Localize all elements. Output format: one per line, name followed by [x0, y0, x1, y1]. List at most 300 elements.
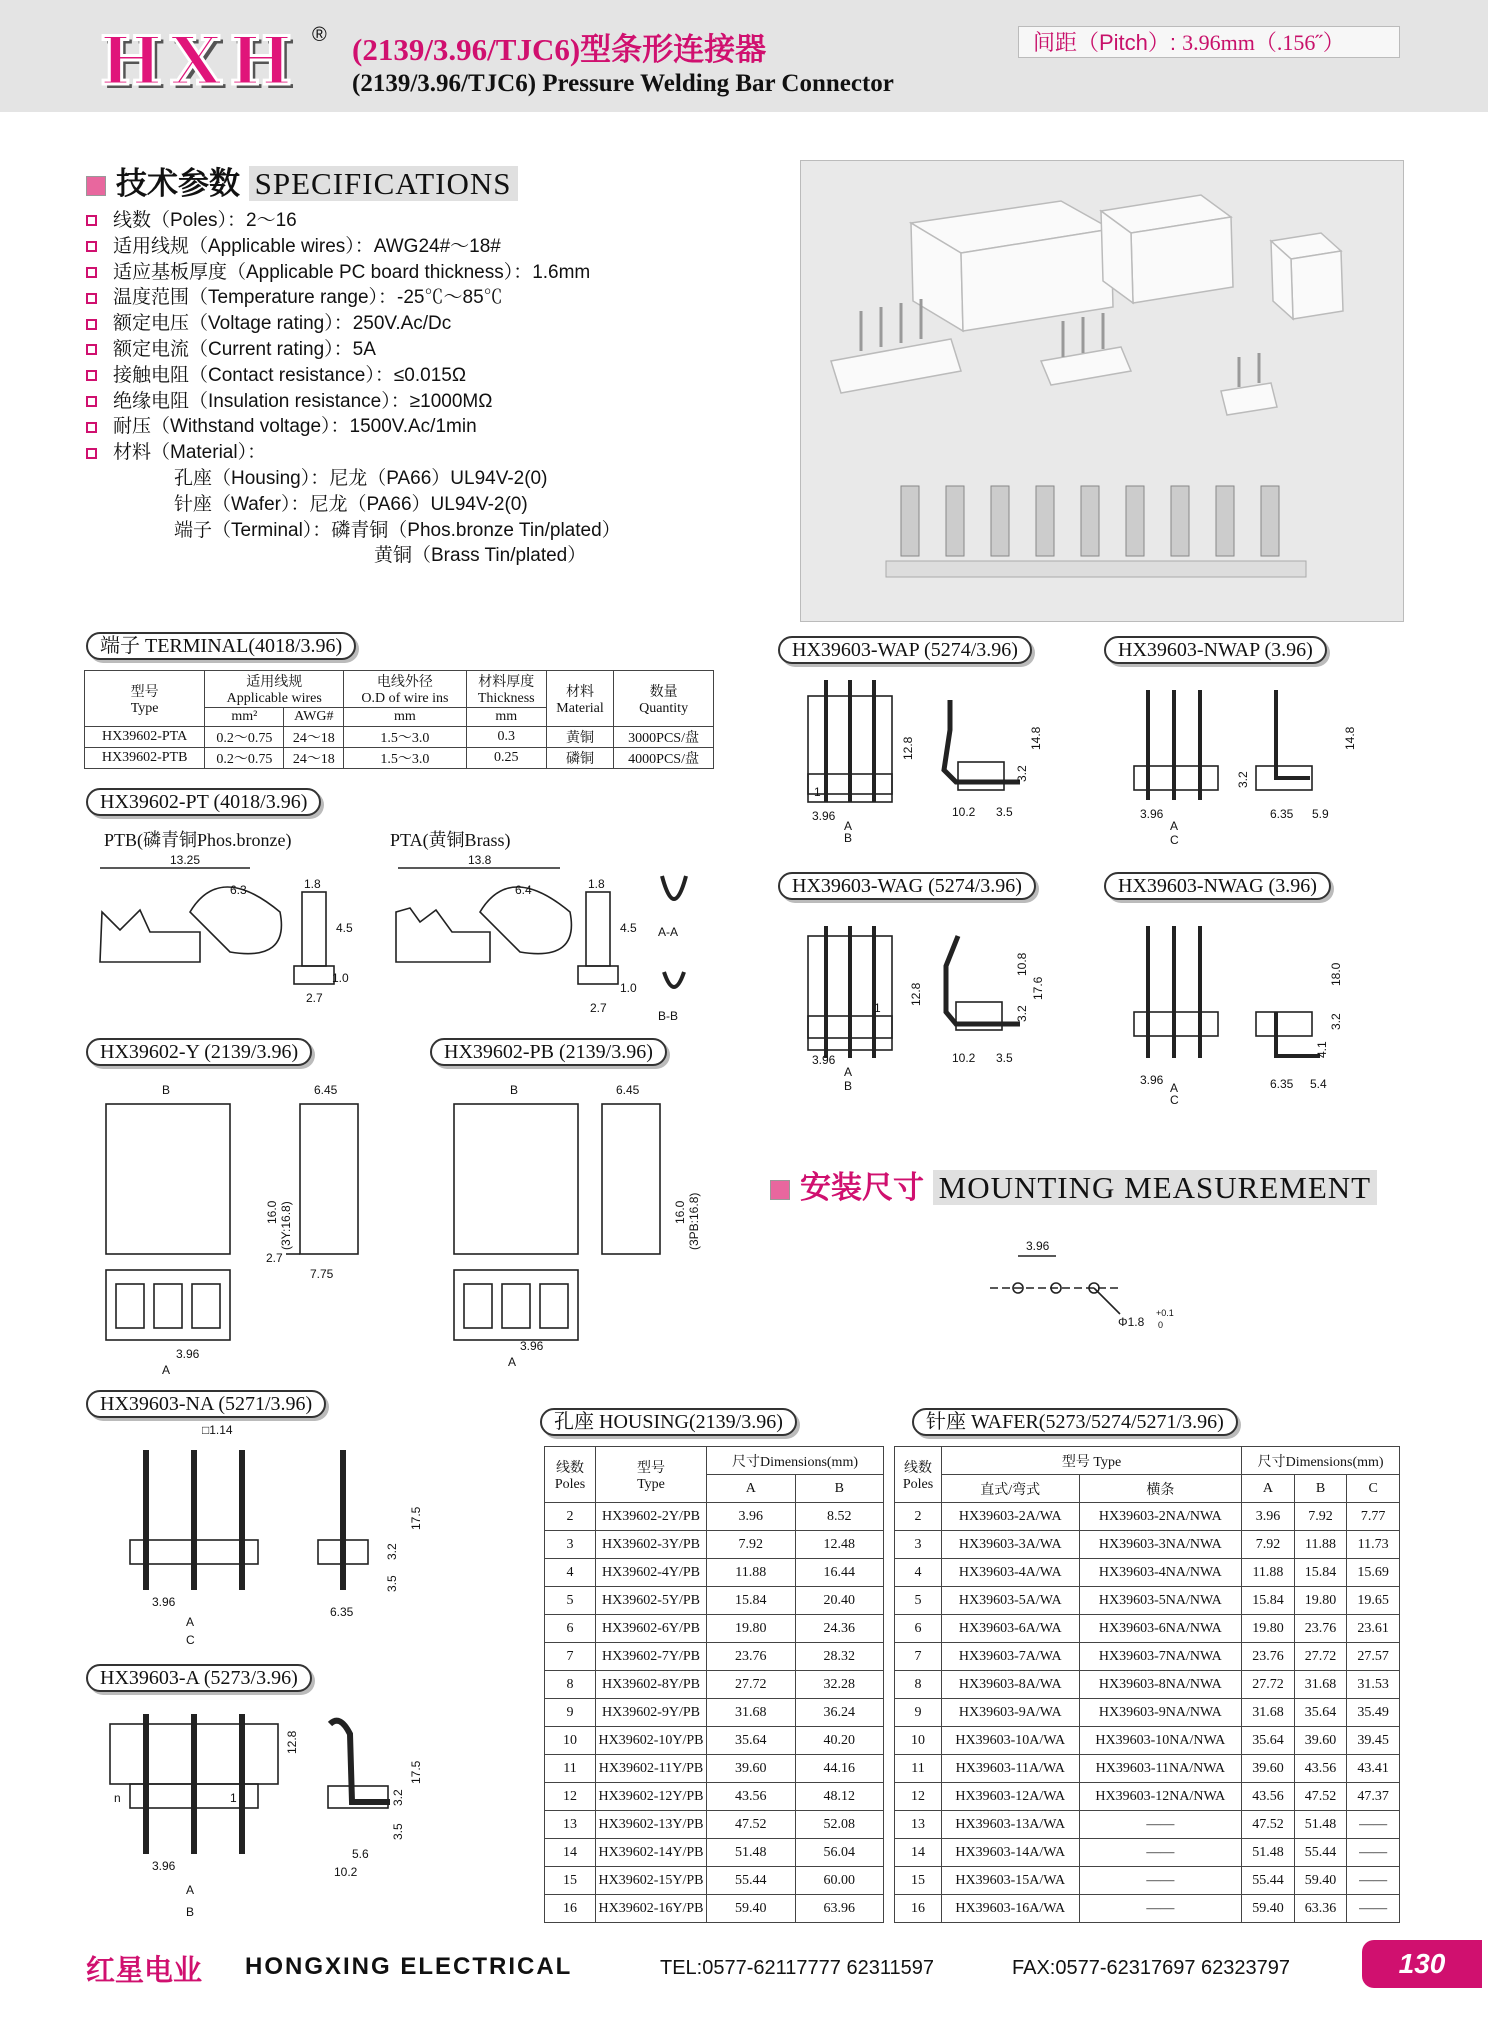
- wap-bent-pin: [944, 700, 1020, 782]
- dim-text: 3.5: [996, 805, 1013, 819]
- table-cell: 51.48: [1242, 1839, 1295, 1867]
- wap-nwap-drawing: [800, 670, 1360, 860]
- wafer-table: [894, 1446, 1400, 1923]
- spec-text: 接触电阻（Contact resistance）：≤0.015Ω: [113, 364, 467, 386]
- table-cell: 4: [895, 1559, 942, 1587]
- dim-text: Φ1.8: [1118, 1315, 1145, 1329]
- dim-text: 13.8: [468, 853, 492, 867]
- a-drawing: [90, 1694, 550, 1934]
- table-cell: 7.92: [1294, 1503, 1347, 1531]
- bullet-icon: [86, 319, 97, 330]
- th-text: Poles: [902, 1476, 934, 1492]
- dim-text: 10.8: [1015, 952, 1029, 976]
- table-cell: 8: [895, 1671, 942, 1699]
- th-wires: [205, 671, 344, 708]
- table-cell: 2: [895, 1503, 942, 1531]
- table-cell: 11.88: [1242, 1559, 1295, 1587]
- th-material: [546, 671, 613, 727]
- dim-text: B: [510, 1083, 519, 1097]
- bullet-icon: [86, 241, 97, 252]
- table-cell: ——: [1347, 1811, 1400, 1839]
- table-row: [545, 1587, 884, 1615]
- dim-text: 4.5: [620, 921, 637, 935]
- table-cell: HX39603-12NA/NWA: [1079, 1783, 1242, 1811]
- pb-housing-front: [454, 1104, 578, 1254]
- dim-text: 14.8: [1029, 726, 1043, 750]
- table-cell: HX39602-PTB: [85, 748, 205, 769]
- spec-item: [86, 311, 621, 337]
- table-cell: HX39602-7Y/PB: [596, 1643, 707, 1671]
- table-cell: 8: [545, 1671, 596, 1699]
- table-cell: 51.48: [1294, 1811, 1347, 1839]
- dim-text: 3.2: [391, 1789, 405, 1806]
- table-cell: 7.92: [1242, 1531, 1295, 1559]
- title-english: (2139/3.96/TJC6) Pressure Welding Bar Connector: [352, 70, 894, 97]
- spec-item: [86, 234, 621, 260]
- dim-text: (3Y:16.8): [279, 1201, 293, 1250]
- table-cell: 3.96: [707, 1503, 796, 1531]
- th-text: 适用线规: [246, 675, 303, 690]
- table-cell: 11: [895, 1755, 942, 1783]
- terminal-table: [84, 670, 714, 769]
- table-cell: 23.61: [1347, 1615, 1400, 1643]
- dim-text: 17.5: [409, 1506, 423, 1530]
- table-cell: 19.80: [1294, 1587, 1347, 1615]
- table-row: [545, 1615, 884, 1643]
- th-text: Type: [637, 1476, 665, 1492]
- dim-text: 3.5: [391, 1823, 405, 1840]
- dim-text: A: [186, 1883, 195, 1897]
- wafer-rows: [895, 1503, 1400, 1923]
- wag-bent-pin: [946, 936, 1020, 1024]
- table-cell: 36.24: [795, 1699, 884, 1727]
- y-cavity: [192, 1284, 220, 1328]
- table-cell: 39.60: [1242, 1755, 1295, 1783]
- dim-text: 3.96: [812, 809, 836, 823]
- table-cell: HX39603-12A/WA: [942, 1783, 1080, 1811]
- table-row: [545, 1503, 884, 1531]
- bullet-square-icon: [770, 1180, 790, 1200]
- specs-heading-en: SPECIFICATIONS: [249, 166, 518, 201]
- dim-text: 3.2: [385, 1543, 399, 1560]
- table-cell: 16.44: [795, 1559, 884, 1587]
- wag-nwag-drawing: [800, 906, 1360, 1106]
- table-cell: 7.77: [1347, 1503, 1400, 1531]
- pitch-value: 3.96mm（.156˝）: [1182, 30, 1345, 55]
- terminal-a-spring: [480, 887, 571, 954]
- table-cell: 55.44: [1242, 1867, 1295, 1895]
- bullet-icon: [86, 267, 97, 278]
- table-row: [545, 1783, 884, 1811]
- dim-text: □1.14: [202, 1423, 233, 1437]
- table-cell: HX39602-2Y/PB: [596, 1503, 707, 1531]
- table-row: [545, 1671, 884, 1699]
- terminal-b-foot: [294, 966, 334, 984]
- dim-text: 0: [1158, 1320, 1164, 1330]
- table-cell: HX39603-16A/WA: [942, 1895, 1080, 1923]
- table-cell: HX39603-6A/WA: [942, 1615, 1080, 1643]
- dim-text: 6.35: [330, 1605, 354, 1619]
- product-photo: [800, 160, 1404, 622]
- th-c: C: [1347, 1475, 1400, 1503]
- terminal-drawing: [80, 852, 720, 1032]
- table-cell: 11.88: [1294, 1531, 1347, 1559]
- pb-housing-side: [602, 1104, 660, 1254]
- table-row: [545, 1811, 884, 1839]
- mounting-drawing: [990, 1236, 1190, 1336]
- table-cell: 27.72: [1242, 1671, 1295, 1699]
- wap-label: HX39603-WAP (5274/3.96): [778, 636, 1032, 664]
- dim-text: +0.1: [1156, 1308, 1174, 1318]
- dim-text: 3.96: [152, 1859, 176, 1873]
- th-straight: 直式/弯式: [942, 1475, 1080, 1503]
- pb-cavity: [464, 1284, 492, 1328]
- dim-text: A: [1170, 1081, 1179, 1095]
- dim-text: 3.96: [520, 1339, 544, 1353]
- table-cell: 60.00: [795, 1867, 884, 1895]
- specs-heading-cn: 技术参数: [116, 166, 240, 201]
- table-cell: 43.56: [1242, 1783, 1295, 1811]
- table-cell: 28.32: [795, 1643, 884, 1671]
- table-cell: 20.40: [795, 1587, 884, 1615]
- table-row: [895, 1895, 1400, 1923]
- table-cell: HX39602-11Y/PB: [596, 1755, 707, 1783]
- terminal-b-body: [100, 910, 200, 962]
- table-row: [895, 1671, 1400, 1699]
- table-cell: 23.76: [707, 1643, 796, 1671]
- table-cell: 5: [545, 1587, 596, 1615]
- th-dimensions: 尺寸Dimensions(mm): [1242, 1447, 1400, 1475]
- table-cell: 0.3: [466, 727, 546, 748]
- table-row: [895, 1839, 1400, 1867]
- table-cell: 4: [545, 1559, 596, 1587]
- th-b: B: [1294, 1475, 1347, 1503]
- table-cell: 43.56: [1294, 1755, 1347, 1783]
- table-cell: 15: [895, 1867, 942, 1895]
- dim-text: B: [162, 1083, 171, 1097]
- dim-text: 2.7: [306, 991, 323, 1005]
- spec-text: 耐压（Withstand voltage）：1500V.Ac/1min: [113, 416, 477, 438]
- dim-text: 14.8: [1343, 726, 1357, 750]
- bullet-icon: [86, 293, 97, 304]
- table-cell: 14: [895, 1839, 942, 1867]
- table-row: [545, 1867, 884, 1895]
- table-cell: HX39603-9A/WA: [942, 1699, 1080, 1727]
- dim-text: 3.96: [1140, 807, 1164, 821]
- table-cell: 24～18: [284, 748, 344, 769]
- bullet-icon: [86, 370, 97, 381]
- table-cell: 35.49: [1347, 1699, 1400, 1727]
- y-housing-front: [106, 1104, 230, 1254]
- table-cell: ——: [1079, 1867, 1242, 1895]
- spec-text: 额定电流（Current rating）：5A: [113, 338, 376, 360]
- dim-text: 5.6: [352, 1847, 369, 1861]
- th-type: 型号 Type: [942, 1447, 1242, 1475]
- dim-text: 6.45: [314, 1083, 338, 1097]
- terminal-label: 端子 TERMINAL(4018/3.96): [86, 632, 356, 660]
- table-cell: 55.44: [1294, 1839, 1347, 1867]
- dim-text: 10.2: [952, 805, 976, 819]
- table-cell: HX39603-5NA/NWA: [1079, 1587, 1242, 1615]
- table-cell: HX39602-15Y/PB: [596, 1867, 707, 1895]
- table-cell: 0.25: [466, 748, 546, 769]
- pt-label: HX39602-PT (4018/3.96): [86, 788, 321, 816]
- a-bent-pin: [330, 1721, 390, 1802]
- specs-heading: [86, 158, 518, 203]
- terminal-a-foot: [578, 966, 618, 984]
- dim-text: 1.0: [332, 971, 349, 985]
- dim-text: 3.5: [996, 1051, 1013, 1065]
- table-cell: 55.44: [707, 1867, 796, 1895]
- spec-text: 温度范围（Temperature range）：-25℃～85℃: [113, 287, 503, 309]
- pb-cavity: [502, 1284, 530, 1328]
- dim-text: 3.2: [1329, 1013, 1343, 1030]
- table-cell: HX39602-10Y/PB: [596, 1727, 707, 1755]
- table-cell: HX39602-5Y/PB: [596, 1587, 707, 1615]
- dim-text: 17.5: [409, 1760, 423, 1784]
- table-subheader-row: [895, 1475, 1400, 1503]
- table-cell: 31.68: [707, 1699, 796, 1727]
- dim-text: 1: [230, 1791, 237, 1805]
- th-od: [344, 671, 466, 708]
- table-row: [895, 1587, 1400, 1615]
- table-cell: 1.5～3.0: [344, 748, 466, 769]
- dim-text: 16.0: [673, 1200, 687, 1224]
- housing-label: 孔座 HOUSING(2139/3.96): [540, 1408, 797, 1436]
- table-cell: 56.04: [795, 1839, 884, 1867]
- table-row: [895, 1699, 1400, 1727]
- dim-text: (3PB:16.8): [687, 1192, 701, 1250]
- mounting-heading-en: MOUNTING MEASUREMENT: [933, 1170, 1377, 1205]
- dim-text: 6.3: [230, 883, 247, 897]
- table-cell: 15: [545, 1867, 596, 1895]
- dim-text: 3.2: [1015, 1005, 1029, 1022]
- mounting-heading-cn: 安装尺寸: [800, 1170, 924, 1205]
- table-cell: 15.69: [1347, 1559, 1400, 1587]
- dim-text: 1.8: [304, 877, 321, 891]
- table-cell: 12.48: [795, 1531, 884, 1559]
- table-cell: HX39602-13Y/PB: [596, 1811, 707, 1839]
- table-header-row: [545, 1447, 884, 1475]
- dim-text: 1: [814, 785, 821, 799]
- table-row: [545, 1839, 884, 1867]
- table-row: [895, 1503, 1400, 1531]
- th-text: 材料: [566, 684, 595, 700]
- dim-text: 18.0: [1329, 962, 1343, 986]
- nwap-label: HX39603-NWAP (3.96): [1104, 636, 1327, 664]
- dim-text: 1.8: [588, 877, 605, 891]
- terminal-a-body: [396, 908, 490, 962]
- dim-text: 3.96: [812, 1053, 836, 1067]
- table-cell: HX39603-11A/WA: [942, 1755, 1080, 1783]
- th-poles: [545, 1447, 596, 1503]
- spec-text: 线数（Poles）：2～16: [113, 210, 297, 231]
- table-cell: HX39603-3NA/NWA: [1079, 1531, 1242, 1559]
- table-row: [895, 1811, 1400, 1839]
- spec-text: 材料（Material）：: [113, 442, 267, 464]
- th-text: Quantity: [639, 700, 689, 716]
- th-b: B: [795, 1475, 884, 1503]
- dim-text: A: [844, 819, 853, 833]
- table-cell: HX39603-8NA/NWA: [1079, 1671, 1242, 1699]
- dim-text: 10.2: [334, 1865, 358, 1879]
- dim-text: 6.35: [1270, 1077, 1294, 1091]
- nwap-side-pin: [1276, 690, 1310, 778]
- table-row: [895, 1643, 1400, 1671]
- dim-text: 5.4: [1310, 1077, 1327, 1091]
- table-cell: HX39603-10NA/NWA: [1079, 1727, 1242, 1755]
- table-cell: 7: [895, 1643, 942, 1671]
- dim-text: 13.25: [170, 853, 201, 867]
- footer-tel: TEL:0577-62117777 62311597: [660, 1957, 934, 1979]
- table-cell: 63.96: [795, 1895, 884, 1923]
- table-row: [545, 1727, 884, 1755]
- bullet-icon: [86, 448, 97, 459]
- terminal-a-side: [586, 892, 610, 966]
- table-cell: HX39603-11NA/NWA: [1079, 1755, 1242, 1783]
- footer-company-en: HONGXING ELECTRICAL: [245, 1953, 573, 1980]
- table-cell: 12: [545, 1783, 596, 1811]
- table-cell: HX39602-16Y/PB: [596, 1895, 707, 1923]
- wap-side-body: [958, 762, 1004, 790]
- housing-drawings: [90, 1074, 710, 1384]
- table-cell: 31.68: [1242, 1699, 1295, 1727]
- na-label: HX39603-NA (5271/3.96): [86, 1390, 326, 1418]
- table-cell: 15.84: [1242, 1587, 1295, 1615]
- table-cell: ——: [1347, 1839, 1400, 1867]
- th-text: 数量: [649, 684, 678, 700]
- table-cell: 24～18: [284, 727, 344, 748]
- table-cell: 48.12: [795, 1783, 884, 1811]
- dim-text: B: [844, 831, 853, 845]
- table-cell: 43.41: [1347, 1755, 1400, 1783]
- table-cell: 27.72: [707, 1671, 796, 1699]
- table-cell: 0.2～0.75: [205, 727, 284, 748]
- y-label: HX39602-Y (2139/3.96): [86, 1038, 312, 1066]
- dim-text: 5.9: [1312, 807, 1329, 821]
- table-cell: ——: [1079, 1895, 1242, 1923]
- table-row: [545, 1699, 884, 1727]
- table-cell: 19.80: [1242, 1615, 1295, 1643]
- table-cell: 16: [895, 1895, 942, 1923]
- table-cell: 19.65: [1347, 1587, 1400, 1615]
- spec-text: 额定电压（Voltage rating）：250V.Ac/Dc: [113, 313, 452, 335]
- dim-text: 3.96: [176, 1347, 200, 1361]
- dim-text: 1: [874, 1001, 881, 1015]
- footer-fax: FAX:0577-62317697 62323797: [1012, 1957, 1291, 1979]
- dim-text: 12.8: [285, 1730, 299, 1754]
- table-cell: 3: [895, 1531, 942, 1559]
- table-cell: 2: [545, 1503, 596, 1531]
- dim-text: 6.45: [616, 1083, 640, 1097]
- table-cell: 15.84: [1294, 1559, 1347, 1587]
- table-cell: HX39602-8Y/PB: [596, 1671, 707, 1699]
- bullet-icon: [86, 344, 97, 355]
- th-text: Type: [130, 700, 159, 716]
- th-od-unit: mm: [344, 708, 466, 727]
- table-cell: 47.52: [1242, 1811, 1295, 1839]
- table-cell: HX39602-3Y/PB: [596, 1531, 707, 1559]
- section-aa: [662, 876, 686, 899]
- dim-text: 3.2: [1236, 771, 1250, 788]
- dim-text: 3.96: [1026, 1239, 1050, 1253]
- y-cavity: [116, 1284, 144, 1328]
- th-a: A: [1242, 1475, 1295, 1503]
- table-cell: 3.96: [1242, 1503, 1295, 1531]
- th-quantity: [614, 671, 714, 727]
- table-cell: 47.52: [1294, 1783, 1347, 1811]
- terminal-b-side: [302, 892, 326, 966]
- th-text: Applicable wires: [226, 691, 322, 706]
- spec-item: [86, 414, 621, 440]
- table-cell: HX39603-4NA/NWA: [1079, 1559, 1242, 1587]
- na-drawing: [90, 1420, 550, 1660]
- housing-table: [544, 1446, 884, 1923]
- table-cell: HX39602-14Y/PB: [596, 1839, 707, 1867]
- pta-caption: PTA(黄铜Brass): [390, 830, 511, 850]
- table-cell: 1.5～3.0: [344, 727, 466, 748]
- table-cell: 23.76: [1294, 1615, 1347, 1643]
- table-cell: 39.60: [1294, 1727, 1347, 1755]
- th-text: 型号: [637, 1460, 665, 1476]
- dim-text: 3.2: [1015, 765, 1029, 782]
- table-cell: HX39602-PTA: [85, 727, 205, 748]
- registered-mark: ®: [312, 24, 327, 46]
- th-text: 线数: [556, 1460, 584, 1476]
- footer-company-cn: 红星电业: [86, 1953, 203, 1987]
- th-horizontal: 横条: [1079, 1475, 1242, 1503]
- table-cell: HX39603-7A/WA: [942, 1643, 1080, 1671]
- table-cell: 35.64: [1294, 1699, 1347, 1727]
- table-row: [545, 1895, 884, 1923]
- table-cell: HX39602-4Y/PB: [596, 1559, 707, 1587]
- spec-text: 绝缘电阻（Insulation resistance）：≥1000MΩ: [113, 390, 493, 412]
- material-housing: 孔座（Housing）：尼龙（PA66）UL94V-2(0): [174, 467, 548, 489]
- bullet-square-icon: [86, 176, 106, 196]
- table-cell: 44.16: [795, 1755, 884, 1783]
- th-type: [85, 671, 205, 727]
- dim-text: 3.96: [152, 1595, 176, 1609]
- table-cell: 31.53: [1347, 1671, 1400, 1699]
- dim-text: A: [1170, 819, 1179, 833]
- table-cell: 13: [545, 1811, 596, 1839]
- table-cell: ——: [1347, 1895, 1400, 1923]
- table-cell: HX39602-6Y/PB: [596, 1615, 707, 1643]
- th-poles: [895, 1447, 942, 1503]
- th-mm2: mm²: [205, 708, 284, 727]
- dim-text: C: [1170, 833, 1179, 847]
- th-text: 材料厚度: [478, 675, 535, 690]
- dim-text: B: [186, 1905, 195, 1919]
- table-cell: 9: [895, 1699, 942, 1727]
- spec-item: [86, 208, 621, 234]
- leader-line: [1094, 1288, 1120, 1314]
- spec-item: [86, 363, 621, 389]
- th-text: 电线外径: [376, 675, 433, 690]
- table-cell: ——: [1347, 1867, 1400, 1895]
- dim-text: 12.8: [909, 982, 923, 1006]
- dim-text: 2.7: [590, 1001, 607, 1015]
- table-row: [895, 1615, 1400, 1643]
- y-housing-side: [300, 1104, 358, 1254]
- dim-text: 10.2: [952, 1051, 976, 1065]
- table-cell: 6: [895, 1615, 942, 1643]
- dim-text: A-A: [658, 925, 679, 939]
- table-row: [545, 1559, 884, 1587]
- table-cell: 52.08: [795, 1811, 884, 1839]
- dim-text: B: [844, 1079, 853, 1093]
- table-cell: 51.48: [707, 1839, 796, 1867]
